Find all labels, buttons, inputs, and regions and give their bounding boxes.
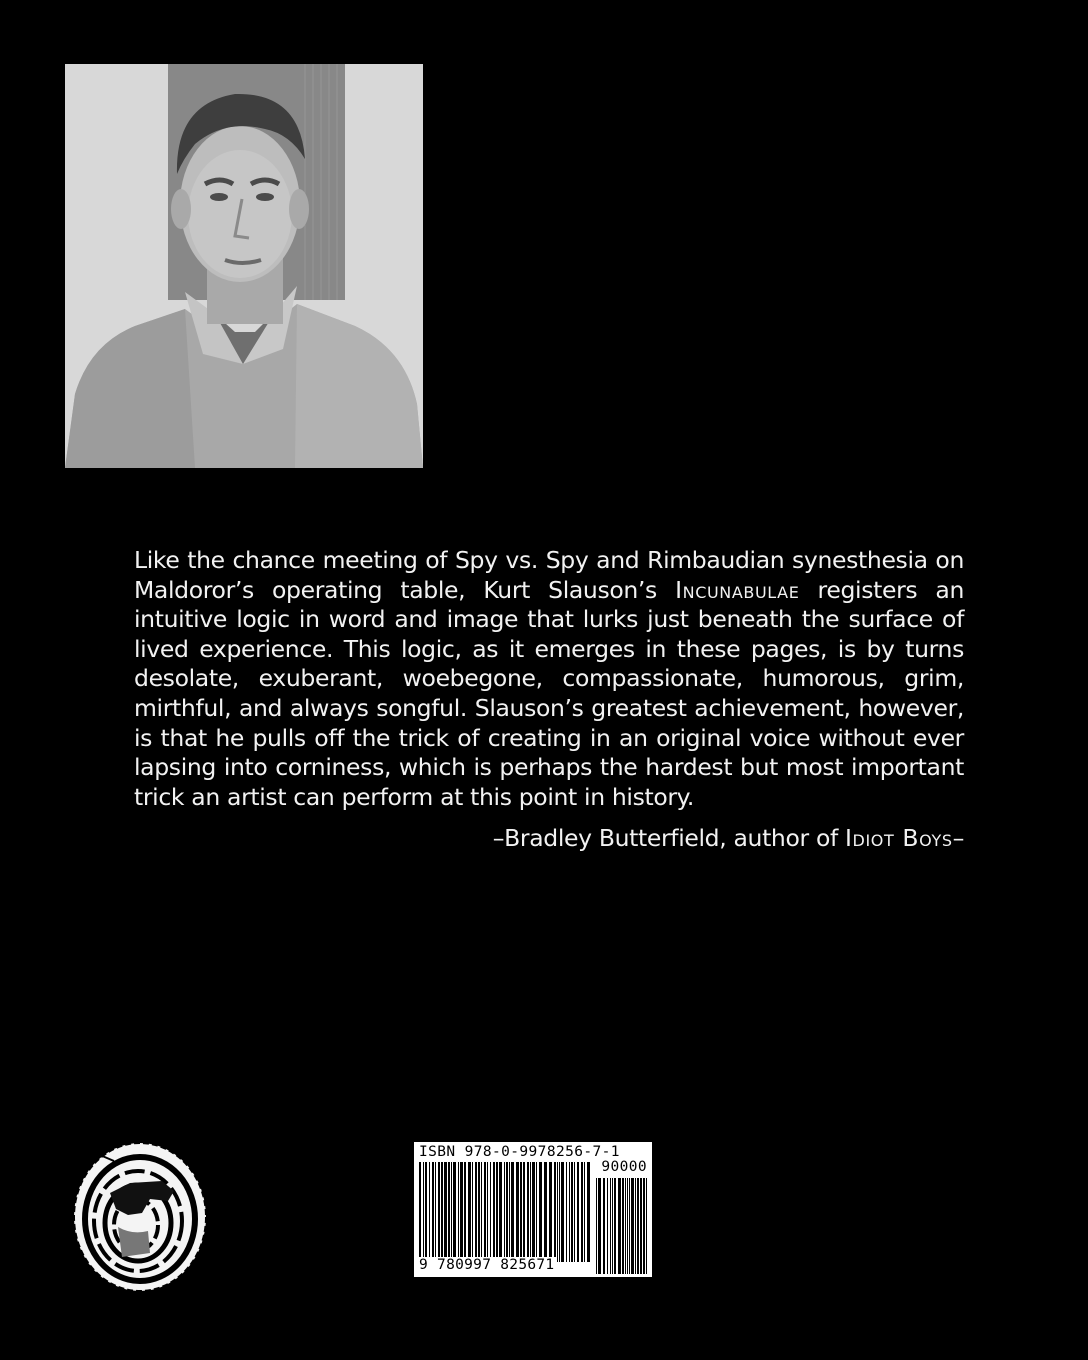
- attribution-suffix: –: [952, 824, 964, 852]
- addon-bar: [614, 1178, 616, 1274]
- barcode-bar: [458, 1162, 459, 1262]
- barcode-bar: [584, 1162, 585, 1262]
- ean-digits: 9 780997 825671: [419, 1257, 555, 1273]
- barcode-bar: [484, 1162, 486, 1262]
- blurb-text-part1: Like the chance meeting of Spy vs. Spy and Rimbaudian synesthesia on Maldoror’s operating table, Kurt Slauson’s: [134, 546, 964, 604]
- barcode-bar: [472, 1162, 473, 1262]
- addon-bar: [637, 1178, 639, 1274]
- barcode-bar: [557, 1162, 558, 1262]
- barcode-bar: [577, 1162, 579, 1262]
- barcode-bar: [516, 1162, 519, 1262]
- publisher-logo: [70, 1135, 212, 1295]
- addon-bar: [643, 1178, 645, 1274]
- addon-bar: [640, 1178, 642, 1274]
- addon-bar: [603, 1178, 605, 1274]
- book-title: Incunabulae: [675, 575, 800, 604]
- barcode-bar: [481, 1162, 482, 1262]
- barcode-bar: [511, 1162, 514, 1262]
- attribution-prefix: –Bradley Butterfield, author of: [492, 824, 846, 852]
- barcode-bar: [581, 1162, 583, 1262]
- barcode-bar: [506, 1162, 508, 1262]
- addon-bar: [631, 1178, 634, 1274]
- barcode-bar: [453, 1162, 456, 1262]
- barcode-bar: [451, 1162, 452, 1262]
- addon-bar: [598, 1178, 601, 1274]
- barcode-bar: [532, 1162, 535, 1262]
- isbn-barcode: [414, 1142, 652, 1277]
- barcode-bar: [554, 1162, 556, 1262]
- barcode-bar: [468, 1162, 471, 1262]
- blurb-attribution: [493, 823, 964, 853]
- barcode-bar: [571, 1162, 573, 1262]
- barcode-bar: [496, 1162, 498, 1262]
- author-photo: [65, 64, 423, 468]
- isbn-number: ISBN 978-0-9978256-7-1: [419, 1144, 620, 1160]
- barcode-bar: [544, 1162, 547, 1262]
- barcode-bar: [574, 1162, 575, 1262]
- barcode-bar: [423, 1162, 424, 1262]
- addon-bar: [625, 1178, 626, 1274]
- barcode-bar: [520, 1162, 522, 1262]
- barcode-bar: [487, 1162, 488, 1262]
- addon-bar: [622, 1178, 624, 1274]
- barcode-bar: [587, 1162, 590, 1262]
- barcode-bar: [523, 1162, 525, 1262]
- barcode-bar: [460, 1162, 463, 1262]
- barcode-bar: [419, 1162, 421, 1262]
- barcode-bar: [425, 1162, 427, 1262]
- addon-bar: [607, 1178, 608, 1274]
- barcode-bar: [448, 1162, 450, 1262]
- price-code: 90000: [601, 1159, 647, 1175]
- addon-bar: [635, 1178, 636, 1274]
- barcode-bar: [435, 1162, 436, 1262]
- barcode-bar: [536, 1162, 537, 1262]
- addon-bar: [612, 1178, 613, 1274]
- barcode-bar: [569, 1162, 570, 1262]
- barcode-bar: [438, 1162, 440, 1262]
- barcode-bar: [566, 1162, 567, 1262]
- endorsement-blurb: [134, 546, 964, 812]
- barcode-bar: [504, 1162, 505, 1262]
- barcode-bar: [530, 1162, 531, 1262]
- barcode-bar: [478, 1162, 480, 1262]
- barcode-bar: [441, 1162, 443, 1262]
- barcode-bar: [509, 1162, 510, 1262]
- barcode-bar: [539, 1162, 542, 1262]
- barcode-bar: [464, 1162, 466, 1262]
- barcode-bar: [429, 1162, 430, 1262]
- barcode-bar: [490, 1162, 491, 1262]
- barcode-bar: [527, 1162, 529, 1262]
- barcode-bar: [475, 1162, 477, 1262]
- addon-bar: [627, 1178, 628, 1274]
- barcode-bar: [432, 1162, 434, 1262]
- addon-bar: [629, 1178, 630, 1274]
- barcode-bar: [561, 1162, 564, 1262]
- addon-bar: [596, 1178, 597, 1274]
- blurb-text-part2: registers an intuitive logic in word and image that lurks just beneath the surface of lived experience. This logic, as it emerges in these pages, is by turns desolate, exuberant, woebegone, compassionate, humorous, grim, mirthful, and always songful. Slauson’s greatest achievement, however, is that he pulls off the trick of creating in an original voice without ever lapsing into corniness, which is perhaps the hardest but most important trick an artist can perform at this point in history.: [134, 575, 964, 811]
- barcode-bar: [493, 1162, 495, 1262]
- barcode-bar: [549, 1162, 552, 1262]
- addon-bar: [618, 1178, 621, 1274]
- barcode-bar: [559, 1162, 560, 1262]
- addon-bar: [646, 1178, 647, 1274]
- barcode-bar: [444, 1162, 447, 1262]
- barcode-bar: [499, 1162, 502, 1262]
- addon-bar: [610, 1178, 611, 1274]
- attribution-work-title: Idiot Boys: [845, 824, 953, 852]
